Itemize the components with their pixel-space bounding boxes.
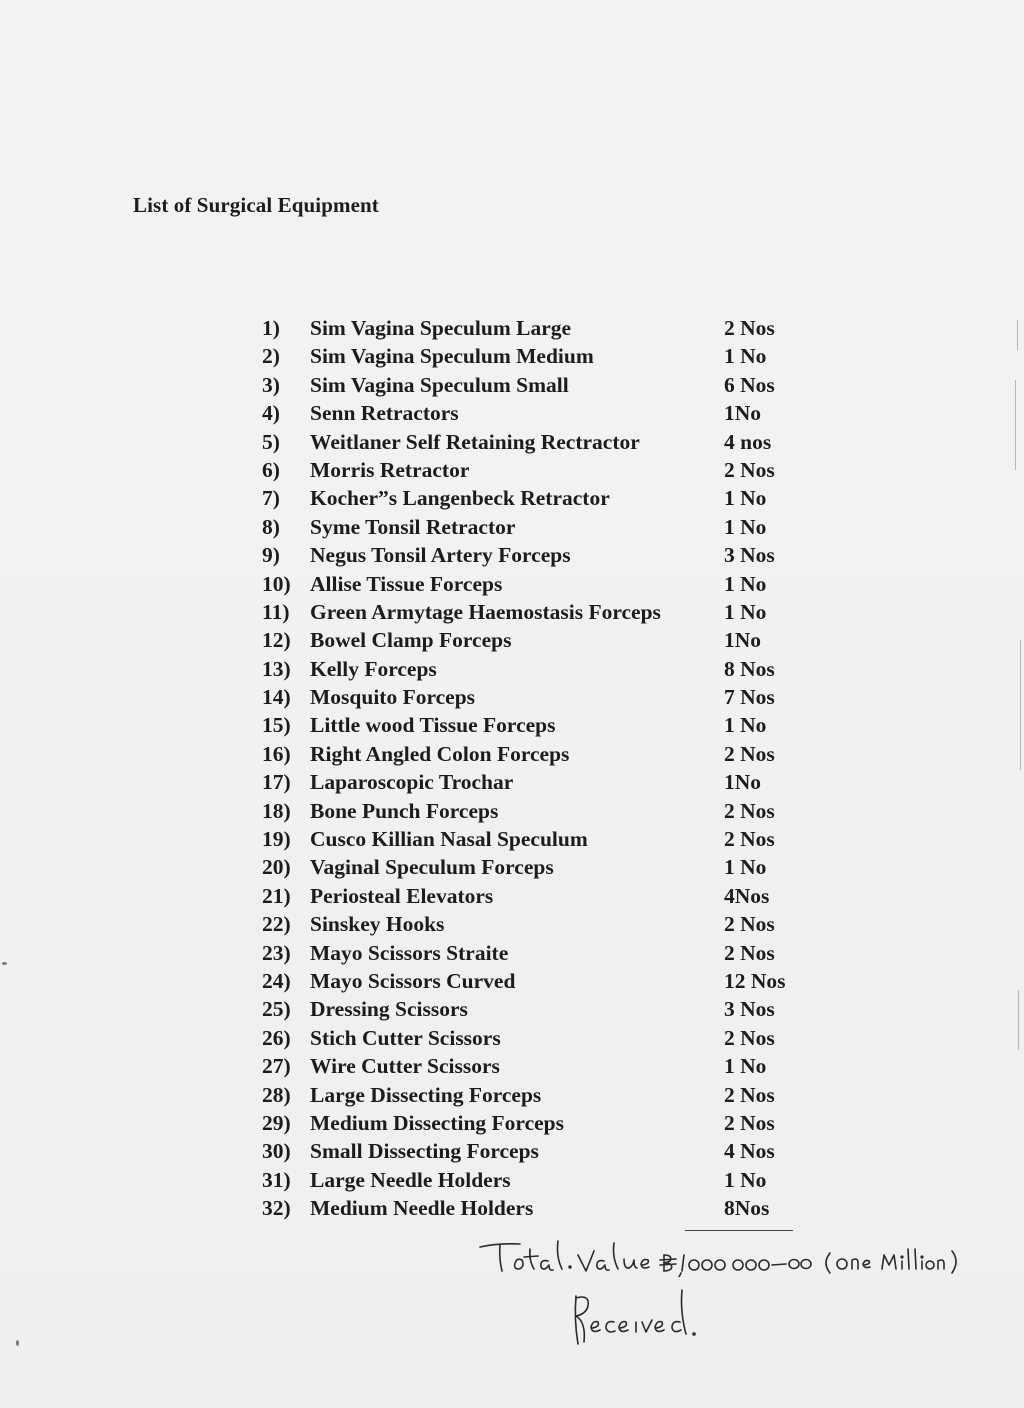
item-name: Allise Tissue Forceps	[310, 571, 503, 596]
list-item	[262, 827, 822, 855]
item-number: 13)	[262, 656, 291, 681]
item-quantity: 1 No	[724, 855, 767, 880]
item-name: Sim Vagina Speculum Medium	[310, 344, 594, 369]
item-number: 32)	[262, 1196, 291, 1221]
item-name: Green Armytage Haemostasis Forceps	[310, 599, 661, 624]
item-quantity: 2 Nos	[724, 1025, 775, 1050]
item-quantity: 8Nos	[724, 1196, 770, 1221]
item-number: 16)	[262, 741, 291, 766]
list-item	[262, 1139, 822, 1167]
item-quantity: 1 No	[724, 514, 767, 539]
item-quantity: 1 No	[724, 486, 767, 511]
item-quantity: 1 No	[724, 571, 767, 596]
item-quantity: 1 No	[724, 1167, 767, 1192]
item-number: 8)	[262, 514, 280, 539]
item-name: Small Dissecting Forceps	[310, 1139, 539, 1164]
item-name: Periosteal Elevators	[310, 883, 494, 908]
item-name: Senn Retractors	[310, 401, 459, 426]
list-item	[262, 373, 822, 401]
item-name: Bone Punch Forceps	[310, 798, 499, 823]
item-quantity: 6 Nos	[724, 372, 775, 397]
item-name: Mayo Scissors Curved	[310, 968, 516, 993]
list-item	[262, 515, 822, 543]
list-item	[262, 401, 822, 429]
scan-edge-mark	[1020, 640, 1021, 770]
list-item	[262, 543, 822, 571]
item-number: 20)	[262, 855, 291, 880]
item-number: 9)	[262, 543, 280, 568]
item-quantity: 2 Nos	[724, 741, 775, 766]
item-quantity: 1 No	[724, 713, 767, 738]
list-item	[262, 1111, 822, 1139]
item-name: Sim Vagina Speculum Large	[310, 316, 572, 340]
list-item	[262, 600, 822, 628]
item-quantity: 2 Nos	[724, 827, 775, 852]
item-name: Morris Retractor	[310, 457, 470, 482]
item-name: Weitlaner Self Retaining Rectractor	[310, 429, 640, 454]
item-number: 6)	[262, 457, 280, 482]
list-item	[262, 855, 822, 883]
item-number: 7)	[262, 486, 280, 511]
item-number: 27)	[262, 1054, 291, 1079]
scan-speck	[16, 1340, 19, 1346]
scan-edge-mark	[1015, 380, 1016, 470]
list-item	[262, 1196, 822, 1224]
item-name: Wire Cutter Scissors	[310, 1054, 500, 1079]
item-quantity: 7 Nos	[724, 685, 775, 710]
list-item	[262, 742, 822, 770]
list-item	[262, 770, 822, 798]
list-item	[262, 912, 822, 940]
list-item	[262, 1083, 822, 1111]
item-number: 15)	[262, 713, 291, 738]
list-item	[262, 884, 822, 912]
list-item	[262, 799, 822, 827]
item-number: 5)	[262, 429, 280, 454]
item-quantity: 2 Nos	[724, 912, 775, 937]
item-number: 12)	[262, 628, 291, 653]
list-item	[262, 458, 822, 486]
item-quantity: 1No	[724, 628, 762, 653]
item-name: Mosquito Forceps	[310, 685, 476, 710]
item-number: 26)	[262, 1025, 291, 1050]
item-number: 23)	[262, 940, 291, 965]
item-name: Vaginal Speculum Forceps	[310, 855, 554, 880]
scan-edge-mark	[1017, 320, 1018, 350]
handwritten-received-signature	[566, 1282, 706, 1352]
item-number: 29)	[262, 1110, 291, 1135]
list-item	[262, 1054, 822, 1082]
item-number: 22)	[262, 912, 291, 937]
item-quantity: 1 No	[724, 599, 767, 624]
item-number: 28)	[262, 1082, 291, 1107]
handwritten-total-signature	[478, 1227, 998, 1277]
item-name: Stich Cutter Scissors	[310, 1025, 501, 1050]
item-number: 2)	[262, 344, 280, 369]
item-number: 21)	[262, 883, 291, 908]
item-quantity: 4 Nos	[724, 1139, 775, 1164]
item-quantity: 1No	[724, 401, 762, 426]
list-item	[262, 941, 822, 969]
item-quantity: 2 Nos	[724, 940, 775, 965]
item-name: Sinskey Hooks	[310, 912, 445, 937]
list-item	[262, 713, 822, 741]
equipment-list	[262, 316, 822, 1225]
item-name: Right Angled Colon Forceps	[310, 741, 570, 766]
item-quantity: 8 Nos	[724, 656, 775, 681]
item-name: Syme Tonsil Retractor	[310, 514, 516, 539]
item-number: 11)	[262, 599, 290, 624]
item-number: 1)	[262, 316, 280, 340]
list-item	[262, 1026, 822, 1054]
item-quantity: 4 nos	[724, 429, 772, 454]
item-number: 14)	[262, 685, 291, 710]
item-quantity: 3 Nos	[724, 997, 775, 1022]
list-item	[262, 344, 822, 372]
list-item	[262, 316, 822, 344]
item-name: Negus Tonsil Artery Forceps	[310, 543, 571, 568]
list-item	[262, 685, 822, 713]
item-name: Medium Needle Holders	[310, 1196, 534, 1221]
handwritten-received-note	[566, 1282, 706, 1357]
list-item	[262, 430, 822, 458]
item-quantity: 12 Nos	[724, 968, 786, 993]
item-name: Cusco Killian Nasal Speculum	[310, 827, 588, 852]
item-quantity: 1 No	[724, 344, 767, 369]
item-number: 24)	[262, 968, 291, 993]
item-name: Kocher”s Langenbeck Retractor	[310, 486, 610, 511]
item-number: 18)	[262, 798, 291, 823]
item-name: Bowel Clamp Forceps	[310, 628, 512, 653]
item-name: Little wood Tissue Forceps	[310, 713, 556, 738]
list-item	[262, 572, 822, 600]
item-number: 4)	[262, 401, 280, 426]
list-item	[262, 997, 822, 1025]
item-quantity: 3 Nos	[724, 543, 775, 568]
item-number: 31)	[262, 1167, 291, 1192]
scan-speck	[2, 962, 7, 965]
item-quantity: 2 Nos	[724, 798, 775, 823]
scan-edge-mark	[1018, 990, 1019, 1050]
item-quantity: 2 Nos	[724, 1110, 775, 1135]
item-quantity: 1 No	[724, 1054, 767, 1079]
item-name: Mayo Scissors Straite	[310, 940, 509, 965]
item-number: 25)	[262, 997, 291, 1022]
list-item	[262, 657, 822, 685]
document-title: List of Surgical Equipment	[133, 193, 379, 217]
item-quantity: 4Nos	[724, 883, 770, 908]
item-name: Dressing Scissors	[310, 997, 468, 1022]
item-number: 30)	[262, 1139, 291, 1164]
item-name: Kelly Forceps	[310, 656, 437, 681]
item-name: Large Dissecting Forceps	[310, 1082, 542, 1107]
item-name: Medium Dissecting Forceps	[310, 1110, 564, 1135]
list-item	[262, 1168, 822, 1196]
list-item	[262, 628, 822, 656]
list-item	[262, 486, 822, 514]
item-name: Large Needle Holders	[310, 1167, 511, 1192]
item-number: 17)	[262, 770, 291, 795]
item-quantity: 2 Nos	[724, 1082, 775, 1107]
handwritten-total-value	[478, 1227, 998, 1282]
item-number: 3)	[262, 372, 280, 397]
item-number: 10)	[262, 571, 291, 596]
item-quantity: 1No	[724, 770, 762, 795]
item-number: 19)	[262, 827, 291, 852]
item-name: Sim Vagina Speculum Small	[310, 372, 569, 397]
item-quantity: 2 Nos	[724, 457, 775, 482]
item-quantity: 2 Nos	[724, 316, 775, 340]
item-name: Laparoscopic Trochar	[310, 770, 514, 795]
list-item	[262, 969, 822, 997]
